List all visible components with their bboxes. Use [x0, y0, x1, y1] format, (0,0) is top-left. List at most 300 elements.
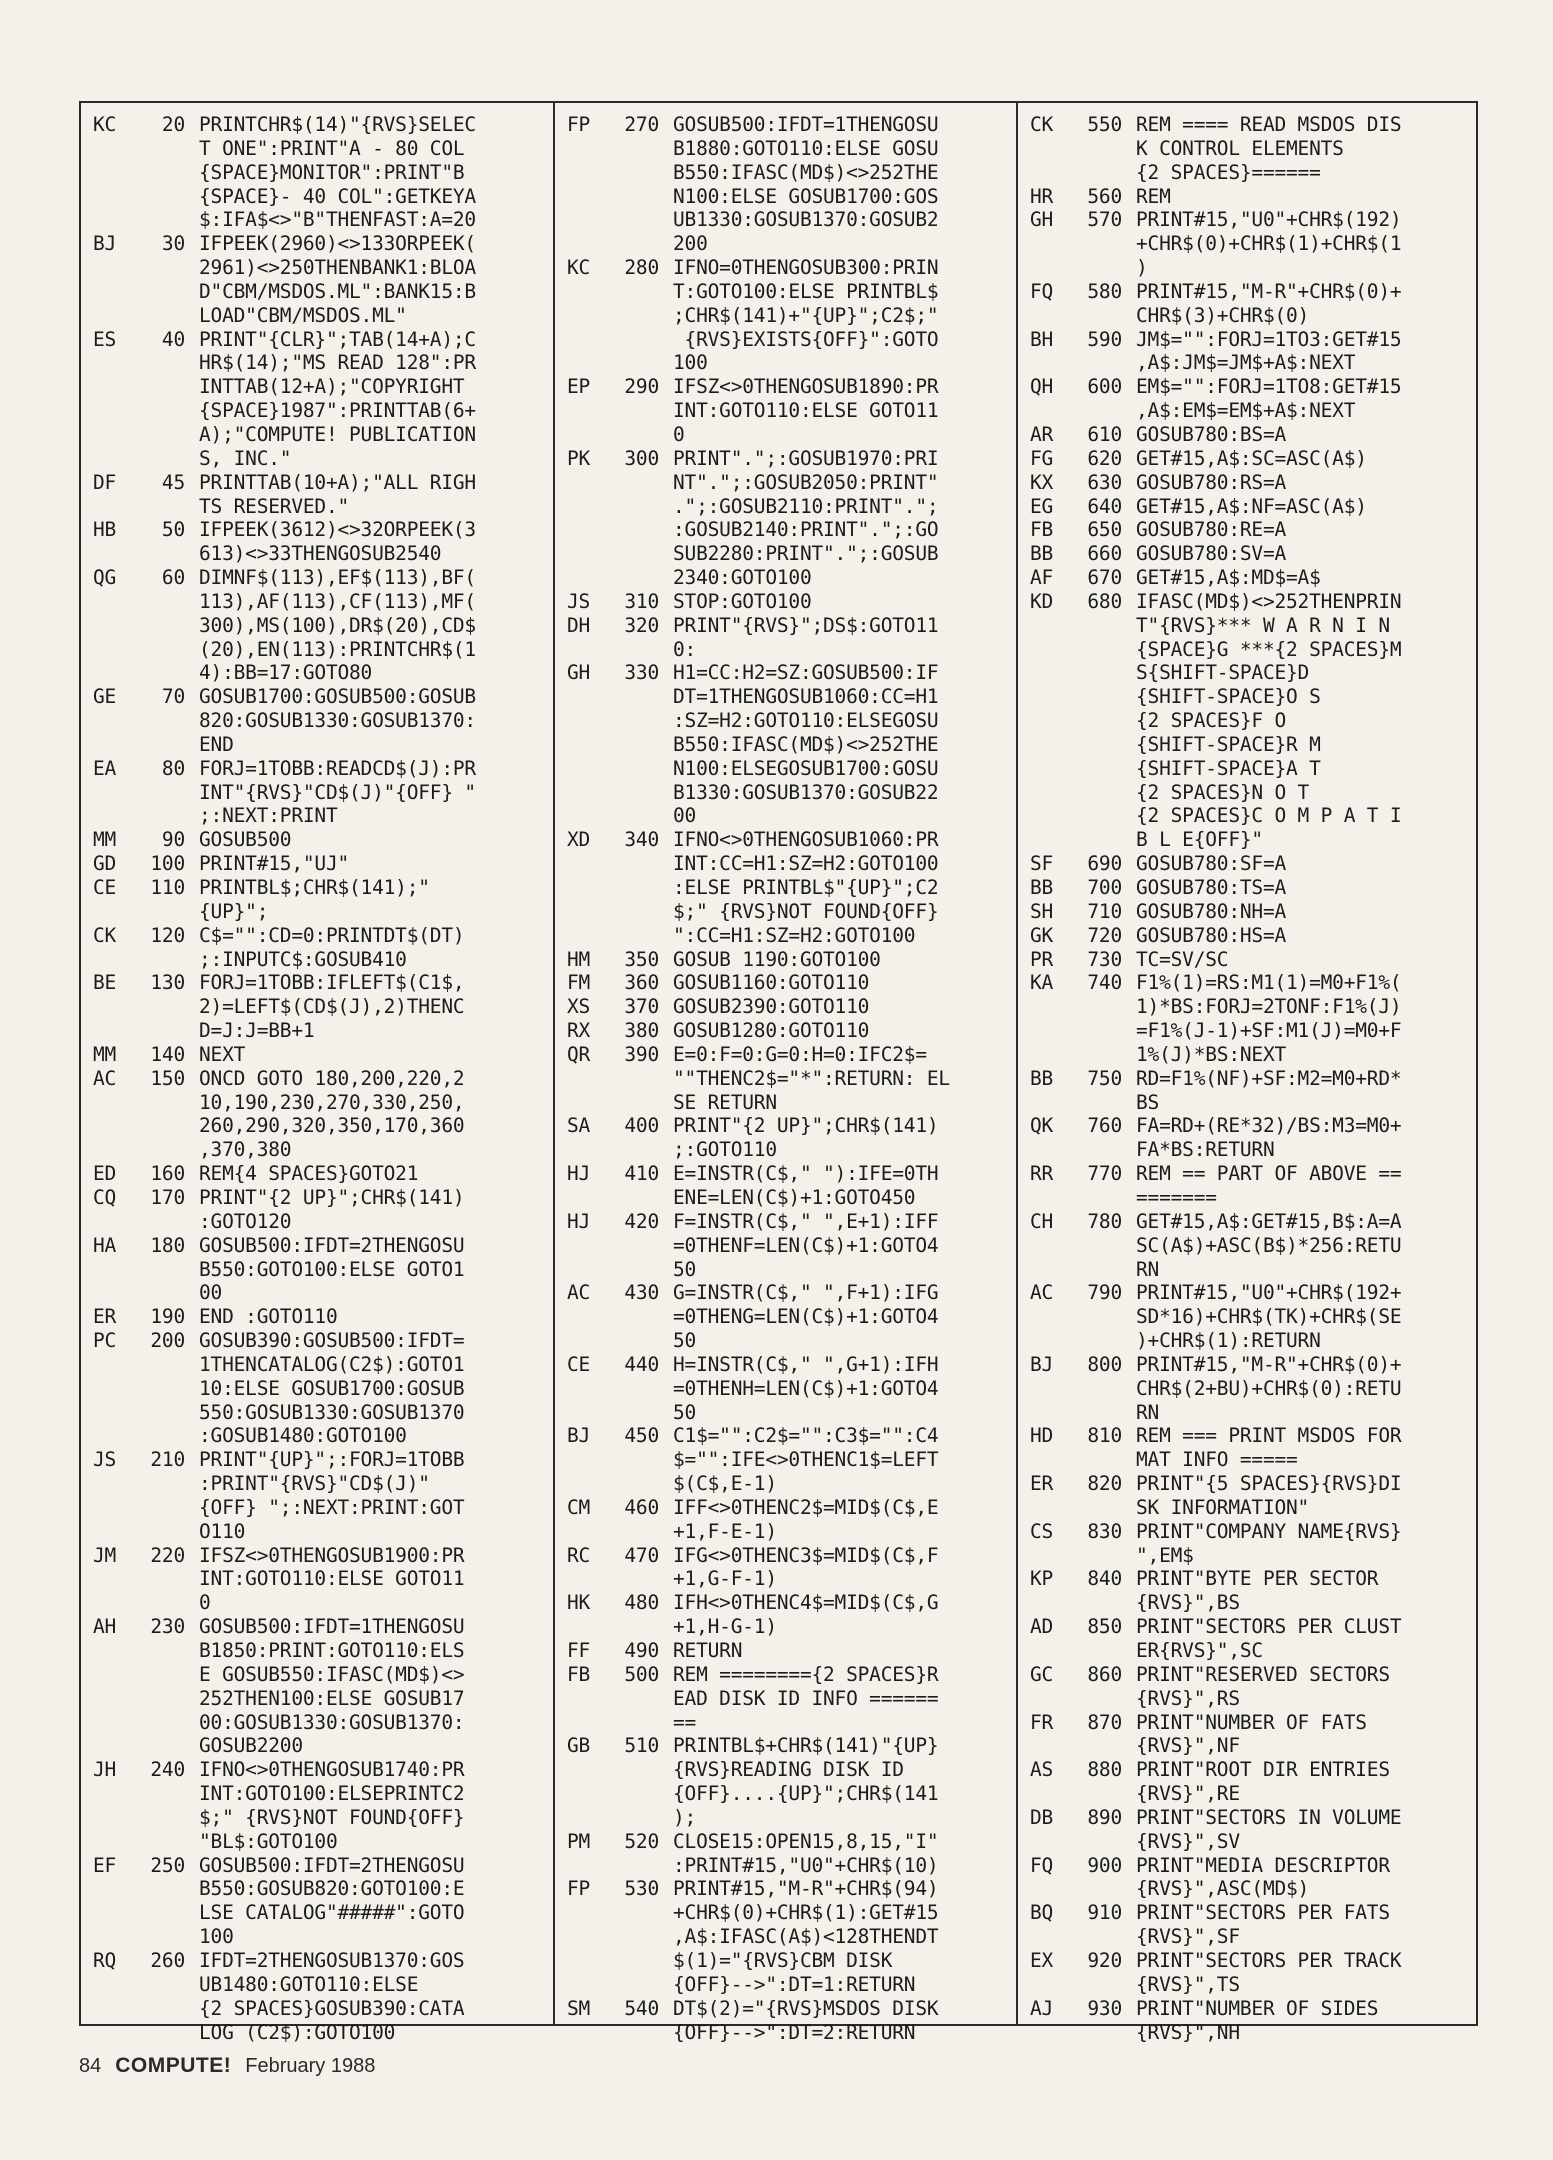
checksum [1018, 1877, 1082, 1901]
code-line [555, 1353, 1014, 1377]
checksum: ER [93, 1305, 117, 1329]
code-line [81, 971, 551, 995]
code-line [1018, 709, 1476, 733]
code-line [81, 1615, 551, 1639]
code-line [555, 1639, 1014, 1663]
line-number [145, 1114, 185, 1138]
code-line [81, 995, 551, 1019]
code-text: LSE CATALOG"#####":GOTO [199, 1901, 465, 1925]
line-number [1082, 1830, 1122, 1854]
code-line [555, 113, 1014, 137]
code-line [555, 1401, 1014, 1425]
line-number [1082, 804, 1122, 828]
checksum: AH [93, 1615, 117, 1639]
code-text: RN [1136, 1400, 1160, 1424]
code-line [81, 304, 551, 328]
code-text: LOG (C2$):GOTO100 [199, 2020, 396, 2044]
code-line [1018, 1711, 1476, 1735]
code-text: N100:ELSEGOSUB1700:GOSU [673, 756, 939, 780]
line-number: 220 [150, 1543, 185, 1567]
line-number: 120 [150, 923, 185, 947]
code-text: PRINT"SECTORS IN VOLUME [1136, 1805, 1402, 1829]
code-text: S, INC." [199, 446, 292, 470]
line-number [145, 495, 185, 519]
code-text: PRINTTAB(10+A);"ALL RIGH [199, 470, 476, 494]
code-text: REM [1136, 184, 1171, 208]
code-text: PRINT"{5 SPACES}{RVS}DI [1136, 1472, 1402, 1496]
code-text: K CONTROL ELEMENTS [1136, 136, 1344, 160]
code-line [81, 280, 551, 304]
code-text: 300),MS(100),DR$(20),CD$ [199, 613, 476, 637]
checksum [1018, 256, 1082, 280]
checksum: FQ [1030, 279, 1054, 303]
code-line [1018, 304, 1476, 328]
line-number [619, 1806, 659, 1830]
checksum: HM [567, 947, 591, 971]
checksum: HJ [567, 1162, 591, 1186]
line-number [619, 2021, 659, 2045]
checksum [1018, 304, 1082, 328]
code-text: {SPACE}1987":PRINTTAB(6+ [199, 399, 476, 423]
code-line [1018, 1854, 1476, 1878]
code-line [1018, 328, 1476, 352]
code-text: NEXT [199, 1042, 246, 1066]
line-number: 50 [161, 518, 185, 542]
checksum [81, 256, 145, 280]
code-line [1018, 1973, 1476, 1997]
line-number [145, 256, 185, 280]
checksum [1018, 137, 1082, 161]
checksum [1018, 399, 1082, 423]
checksum [555, 566, 619, 590]
line-number: 420 [624, 1209, 659, 1233]
code-text: IFSZ<>0THENGOSUB1900:PR [199, 1543, 465, 1567]
code-text: EAD DISK ID INFO ====== [673, 1686, 939, 1710]
code-line [555, 518, 1014, 542]
code-text: PRINT"SECTORS PER TRACK [1136, 1948, 1402, 1972]
code-text: :GOSUB2140:PRINT".";:GO [673, 518, 939, 542]
checksum: RC [567, 1543, 591, 1567]
checksum [555, 1377, 619, 1401]
code-text: :GOSUB1480:GOTO100 [199, 1424, 407, 1448]
line-number: 530 [624, 1877, 659, 1901]
checksum [81, 995, 145, 1019]
checksum [555, 1067, 619, 1091]
code-line [555, 1734, 1014, 1758]
code-text: SK INFORMATION" [1136, 1495, 1310, 1519]
code-text: {RVS}",TS [1136, 1972, 1240, 1996]
checksum: AD [1030, 1615, 1054, 1639]
code-text: 100 [199, 1925, 234, 1949]
code-line [1018, 1353, 1476, 1377]
code-line [555, 900, 1014, 924]
checksum: FB [567, 1662, 591, 1686]
code-text: F1%(1)=RS:M1(1)=M0+F1%( [1136, 971, 1402, 995]
checksum [81, 1019, 145, 1043]
checksum [81, 1401, 145, 1425]
line-number [619, 208, 659, 232]
line-number [1082, 1305, 1122, 1329]
line-number [619, 518, 659, 542]
line-number [145, 1496, 185, 1520]
code-line [81, 161, 551, 185]
line-number [619, 1091, 659, 1115]
checksum [1018, 1496, 1082, 1520]
code-line [555, 1567, 1014, 1591]
checksum [555, 1305, 619, 1329]
line-number: 930 [1087, 1996, 1122, 2020]
checksum [1018, 1377, 1082, 1401]
checksum [1018, 1258, 1082, 1282]
checksum: QR [567, 1042, 591, 1066]
line-number: 480 [624, 1591, 659, 1615]
checksum [555, 1138, 619, 1162]
checksum: KA [1030, 971, 1054, 995]
code-line [81, 1138, 551, 1162]
line-number [619, 1234, 659, 1258]
line-number: 560 [1087, 184, 1122, 208]
code-line [81, 638, 551, 662]
code-text: {2 SPACES}F O [1136, 709, 1287, 733]
checksum: EA [93, 756, 117, 780]
checksum: SM [567, 1996, 591, 2020]
checksum: BQ [1030, 1901, 1054, 1925]
code-line [1018, 995, 1476, 1019]
checksum [555, 232, 619, 256]
code-text: 820:GOSUB1330:GOSUB1370: [199, 709, 476, 733]
code-line [555, 1329, 1014, 1353]
code-text: FORJ=1TOBB:IFLEFT$(C1$, [199, 971, 465, 995]
checksum [81, 1138, 145, 1162]
code-line [1018, 256, 1476, 280]
line-number [619, 638, 659, 662]
line-number: 510 [624, 1734, 659, 1758]
checksum [81, 1567, 145, 1591]
checksum: HJ [567, 1209, 591, 1233]
code-text: D"CBM/MSDOS.ML":BANK15:B [199, 279, 476, 303]
checksum [555, 1520, 619, 1544]
line-number [619, 781, 659, 805]
checksum [81, 948, 145, 972]
code-line [555, 1424, 1014, 1448]
line-number: 160 [150, 1162, 185, 1186]
checksum [81, 137, 145, 161]
line-number [1082, 1138, 1122, 1162]
code-text: REM ==== READ MSDOS DIS [1136, 113, 1402, 136]
line-number [619, 852, 659, 876]
line-number: 860 [1087, 1662, 1122, 1686]
code-line [81, 1162, 551, 1186]
code-line [81, 1782, 551, 1806]
code-text: $="":IFE<>0THENC1$=LEFT [673, 1448, 939, 1472]
checksum [555, 1925, 619, 1949]
checksum [1018, 781, 1082, 805]
code-text: B1330:GOSUB1370:GOSUB22 [673, 780, 939, 804]
code-line [555, 709, 1014, 733]
line-number: 780 [1087, 1209, 1122, 1233]
line-number: 730 [1087, 947, 1122, 971]
code-text: 252THEN100:ELSE GOSUB17 [199, 1686, 465, 1710]
code-text: PRINT#15,"M-R"+CHR$(94) [673, 1877, 939, 1901]
checksum: FP [567, 113, 591, 136]
code-line [1018, 161, 1476, 185]
line-number [1082, 1925, 1122, 1949]
code-text: ;:GOTO110 [673, 1138, 777, 1162]
code-text: IFNO<>0THENGOSUB1740:PR [199, 1758, 465, 1782]
code-text: PRINT#15,"UJ" [199, 852, 350, 876]
line-number: 750 [1087, 1066, 1122, 1090]
code-line [81, 1353, 551, 1377]
code-line [555, 1591, 1014, 1615]
code-line [555, 1520, 1014, 1544]
line-number [145, 1830, 185, 1854]
code-text: RN [1136, 1257, 1160, 1281]
code-text: B550:GOTO100:ELSE GOTO1 [199, 1257, 465, 1281]
code-line [81, 542, 551, 566]
checksum: GE [93, 685, 117, 709]
code-text: IFNO<>0THENGOSUB1060:PR [673, 828, 939, 852]
checksum: XD [567, 828, 591, 852]
code-line [555, 1305, 1014, 1329]
code-line [555, 828, 1014, 852]
line-number [145, 900, 185, 924]
line-number: 140 [150, 1042, 185, 1066]
code-line [1018, 852, 1476, 876]
line-number [1082, 733, 1122, 757]
line-number: 20 [161, 113, 185, 136]
code-text: {OFF}-->":DT=1:RETURN [673, 1972, 916, 1996]
line-number: 360 [624, 971, 659, 995]
line-number [619, 1854, 659, 1878]
checksum [555, 1973, 619, 1997]
code-text: GET#15,A$:SC=ASC(A$) [1136, 446, 1367, 470]
checksum [81, 1114, 145, 1138]
checksum [1018, 685, 1082, 709]
checksum [555, 781, 619, 805]
code-text: UB1330:GOSUB1370:GOSUB2 [673, 208, 939, 232]
line-number: 150 [150, 1066, 185, 1090]
issue-date: February 1988 [245, 2055, 376, 2077]
line-number [145, 1806, 185, 1830]
code-line [1018, 232, 1476, 256]
checksum: ES [93, 327, 117, 351]
checksum: JH [93, 1758, 117, 1782]
line-number: 570 [1087, 208, 1122, 232]
code-text: {RVS}",NF [1136, 1734, 1240, 1758]
checksum [81, 1925, 145, 1949]
line-number [1082, 1734, 1122, 1758]
line-number [619, 1567, 659, 1591]
line-number: 180 [150, 1233, 185, 1257]
line-number [1082, 1591, 1122, 1615]
code-text: ;:NEXT:PRINT [199, 804, 338, 828]
code-line [555, 1806, 1014, 1830]
line-number: 790 [1087, 1281, 1122, 1305]
line-number [145, 1424, 185, 1448]
code-line [81, 1639, 551, 1663]
code-line [555, 614, 1014, 638]
checksum: BJ [567, 1424, 591, 1448]
code-line [81, 1806, 551, 1830]
line-number [145, 1782, 185, 1806]
code-line [1018, 1687, 1476, 1711]
code-line [555, 495, 1014, 519]
code-line [555, 256, 1014, 280]
code-text: DT$(2)="{RVS}MSDOS DISK [673, 1996, 939, 2020]
code-line [1018, 971, 1476, 995]
line-number [145, 1091, 185, 1115]
code-text: :SZ=H2:GOTO110:ELSEGOSU [673, 709, 939, 733]
code-line [1018, 2021, 1476, 2045]
checksum [555, 709, 619, 733]
code-text: {OFF} ";:NEXT:PRINT:GOT [199, 1495, 465, 1519]
checksum: HR [1030, 184, 1054, 208]
checksum [1018, 1782, 1082, 1806]
code-text: 550:GOSUB1330:GOSUB1370 [199, 1400, 465, 1424]
line-number: 440 [624, 1352, 659, 1376]
code-text: 0 [673, 422, 685, 446]
checksum [81, 900, 145, 924]
code-text: $:IFA$<>"B"THENFAST:A=20 [199, 208, 476, 232]
checksum [81, 2021, 145, 2045]
code-line [81, 1567, 551, 1591]
code-text: IFH<>0THENC4$=MID$(C$,G [673, 1591, 939, 1615]
code-text: C$="":CD=0:PRINTDT$(DT) [199, 923, 465, 947]
line-number [619, 232, 659, 256]
checksum [81, 1353, 145, 1377]
code-text: PRINTBL$+CHR$(141)"{UP} [673, 1734, 939, 1758]
code-text: B550:IFASC(MD$)<>252THE [673, 732, 939, 756]
code-text: REM{4 SPACES}GOTO21 [199, 1162, 419, 1186]
line-number [145, 137, 185, 161]
code-line [555, 852, 1014, 876]
code-line [1018, 1258, 1476, 1282]
code-text: 1THENCATALOG(C2$):GOTO1 [199, 1352, 465, 1376]
checksum: AS [1030, 1758, 1054, 1782]
code-line [81, 1496, 551, 1520]
line-number: 460 [624, 1495, 659, 1519]
code-line [555, 876, 1014, 900]
checksum [81, 638, 145, 662]
checksum [81, 375, 145, 399]
line-number [145, 1281, 185, 1305]
line-number [145, 1567, 185, 1591]
code-line [555, 1901, 1014, 1925]
checksum: FQ [1030, 1853, 1054, 1877]
line-number [145, 185, 185, 209]
code-text: ER{RVS}",SC [1136, 1639, 1263, 1662]
code-line [81, 900, 551, 924]
code-text: H=INSTR(C$," ",G+1):IFH [673, 1352, 939, 1376]
code-line [81, 1305, 551, 1329]
line-number [145, 1663, 185, 1687]
code-line [1018, 1496, 1476, 1520]
checksum [555, 1854, 619, 1878]
code-text: B L E{OFF}" [1136, 828, 1263, 852]
checksum: BE [93, 971, 117, 995]
code-text: PRINT"COMPANY NAME{RVS} [1136, 1519, 1402, 1543]
code-line [555, 423, 1014, 447]
checksum [555, 399, 619, 423]
code-text: PRINT#15,"M-R"+CHR$(0)+ [1136, 279, 1402, 303]
line-number: 310 [624, 589, 659, 613]
line-number [619, 1138, 659, 1162]
code-text: GET#15,A$:NF=ASC(A$) [1136, 494, 1367, 518]
code-line [1018, 1758, 1476, 1782]
line-number [1082, 1377, 1122, 1401]
checksum: AC [93, 1066, 117, 1090]
code-line [81, 1854, 551, 1878]
checksum [81, 1782, 145, 1806]
code-line [1018, 1901, 1476, 1925]
checksum [555, 280, 619, 304]
line-number [145, 542, 185, 566]
line-number [1082, 1091, 1122, 1115]
code-text: H1=CC:H2=SZ:GOSUB500:IF [673, 661, 939, 685]
code-line [1018, 1949, 1476, 1973]
code-line [1018, 185, 1476, 209]
code-line [81, 113, 551, 137]
code-line [1018, 733, 1476, 757]
line-number [145, 1210, 185, 1234]
line-number: 880 [1087, 1758, 1122, 1782]
code-text: 10:ELSE GOSUB1700:GOSUB [199, 1376, 465, 1400]
code-text: B1850:PRINT:GOTO110:ELS [199, 1639, 465, 1662]
line-number [145, 447, 185, 471]
line-number: 850 [1087, 1615, 1122, 1639]
line-number [619, 1973, 659, 1997]
magazine-name: COMPUTE! [115, 2054, 232, 2077]
code-text: )+CHR$(1):RETURN [1136, 1329, 1321, 1353]
code-line [81, 876, 551, 900]
code-text: GOSUB1700:GOSUB500:GOSUB [199, 685, 476, 709]
checksum: BH [1030, 327, 1054, 351]
code-text: GET#15,A$:GET#15,B$:A=A [1136, 1209, 1402, 1233]
line-number: 600 [1087, 375, 1122, 399]
line-number [1082, 1639, 1122, 1663]
code-text: 200 [673, 232, 708, 256]
checksum: HA [93, 1233, 117, 1257]
code-text: S{SHIFT-SPACE}D [1136, 661, 1310, 685]
code-line [1018, 375, 1476, 399]
checksum [555, 685, 619, 709]
checksum [1018, 161, 1082, 185]
line-number [145, 399, 185, 423]
code-text: {RVS}",SF [1136, 1925, 1240, 1949]
checksum [1018, 995, 1082, 1019]
line-number [145, 733, 185, 757]
code-text: INT:GOTO110:ELSE GOTO11 [199, 1567, 465, 1591]
checksum [555, 1186, 619, 1210]
checksum [555, 900, 619, 924]
code-text: G=INSTR(C$," ",F+1):IFG [673, 1281, 939, 1305]
checksum [555, 351, 619, 375]
code-line [1018, 900, 1476, 924]
line-number [1082, 232, 1122, 256]
line-number [619, 1305, 659, 1329]
line-number [619, 1901, 659, 1925]
line-number [145, 1520, 185, 1544]
code-line [81, 328, 551, 352]
code-line [81, 1830, 551, 1854]
checksum [81, 1591, 145, 1615]
code-text: IFASC(MD$)<>252THENPRIN [1136, 589, 1402, 613]
line-number [145, 661, 185, 685]
line-number: 400 [624, 1114, 659, 1138]
line-number [145, 781, 185, 805]
code-line [81, 566, 551, 590]
checksum: PM [567, 1829, 591, 1853]
